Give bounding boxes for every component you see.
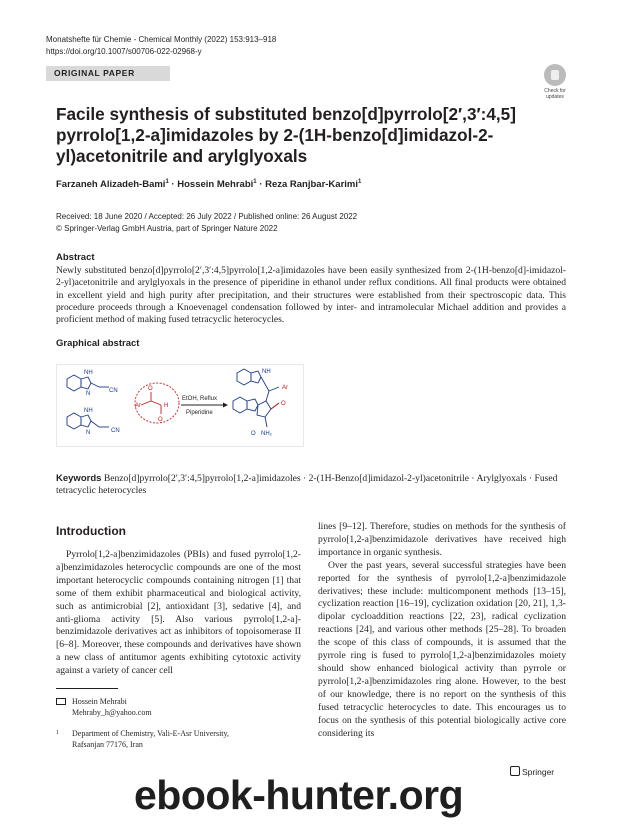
check-updates-icon <box>544 64 566 86</box>
nh-label: NH <box>84 408 93 414</box>
graphical-abstract-heading: Graphical abstract <box>56 338 140 349</box>
author-name[interactable]: Farzaneh Alizadeh-Bami <box>56 179 166 191</box>
corresponding-author-note <box>56 696 152 718</box>
body-column-left <box>56 549 301 678</box>
check-for-updates-button[interactable] <box>539 64 571 102</box>
history-dates: Received: 18 June 2020 / Accepted: 26 July 2022 / Published online: 26 August 2022 <box>56 212 358 221</box>
n-label: N <box>86 391 91 397</box>
article-type-badge: ORIGINAL PAPER <box>46 66 170 81</box>
nh-label: NH <box>262 369 271 375</box>
affiliation-line: Department of Chemistry, Vali-E-Asr University, <box>72 729 230 738</box>
author-separator: · <box>168 179 178 191</box>
cn-label: CN <box>111 428 120 434</box>
copyright-line: © Springer-Verlag GmbH Austria, part of Springer Nature 2022 <box>56 223 278 233</box>
nh2-label: NH₂ <box>261 431 272 437</box>
graphical-abstract-scheme <box>56 364 304 447</box>
running-header <box>46 34 276 58</box>
intro-paragraph: Over the past years, several successful strategies have been reported for the synthesis of pyrrolo[1,2-a]benzimidazole derivatives; these include: multicomponent methods [13–15], cyclization reaction [16–19], cyclization oxidation [20, 21], 1,3-dipolar cycloaddition reactions [22, 23], radical cyclization reactions [24], and various other methods [25–28]. To broaden the scope of this class of compounds, it is assumed that the pyrrole ring is fused to pyrrolo[1,2-a]benzimidazoles moiety should show enhanced biological activity than pyrrole or pyrrolo[1,2-a]benzimidazoles ring alone. However, to the best of our knowledge, there is no report on the synthesis of this fused tetracyclic heterocycles to date. This encourages us to focus on the synthesis of this potential biologically active core considering its <box>318 559 566 739</box>
author-affiliation-mark: 1 <box>165 179 169 185</box>
keywords-label: Keywords <box>56 473 102 484</box>
intro-paragraph: Pyrrolo[1,2-a]benzimidazoles (PBIs) and fused pyrrolo[1,2-a]benzimidazoles heterocyclic compounds are one of the most important heterocyclic compounds containing nitrogen [1] that some of them exhibit pharmaceutical and biological activity, such as antimicrobial [2], antioxidant [3], sedative [4], and anti-glioma activity [5]. Also various pyrrolo[1,2-a]-benzimidazole derivatives act as inhibitors of topoisomerase II [6–8]. Moreover, these compounds and derivatives have shown a new class of antitumor agents exhibiting cytotoxic activity against a variety of cancer cell <box>56 549 301 677</box>
o-label: O <box>148 386 153 392</box>
h-label: H <box>164 403 169 409</box>
article-title: Facile synthesis of substituted benzo[d]pyrrolo[2′,3′:4,5] pyrrolo[1,2-a]imidazoles by 2-(1H-benzo[d]imidazol-2-yl)acetonitrile and arylglyoxals <box>56 104 516 166</box>
nh-label: NH <box>84 370 93 376</box>
product-structure <box>233 369 279 427</box>
arylglyoxal-structure <box>141 392 161 414</box>
intro-paragraph: lines [9–12]. Therefore, studies on methods for the synthesis of pyrrolo[1,2-a]benzimidazole derivatives have received high importance in organic synthesis. <box>318 521 566 558</box>
author-affiliation-mark: 1 <box>358 179 362 185</box>
o-label: O <box>158 417 163 423</box>
o-label: O <box>281 401 286 407</box>
condition-solvent: EtOH, Reflux <box>182 396 218 402</box>
footnote-divider <box>56 688 118 689</box>
affiliation-number: 1 <box>56 730 59 736</box>
cn-label: CN <box>109 388 118 394</box>
contact-name: Hossein Mehrabi <box>72 697 127 706</box>
introduction-heading: Introduction <box>56 524 126 538</box>
springer-horse-icon <box>510 766 520 776</box>
publication-dates <box>56 211 357 234</box>
author-list <box>56 179 361 190</box>
watermark-text: ebook-hunter.org <box>134 772 464 818</box>
abstract-text: Newly substituted benzo[d]pyrrolo[2′,3′:4,5]pyrrolo[1,2-a]imidazoles have been easily synthesized from 2-(1H-benzo[d]-imidazol-2-yl)acetonitrile and arylglyoxals in the presence of piperidine in ethanol under reflux conditions. All final products were obtained in excellent yield and high purity after precipitation, and their structures were established from their spectroscopic data. This procedure proceeds through a Knoevenagel condensation followed by inter- and intramolecular Michael addition and provides a proficient method of making fused tetracyclic heterocycles. <box>56 265 566 326</box>
o-label: O <box>251 431 256 437</box>
product-acyl-bond <box>271 403 279 409</box>
check-updates-label: Check for updates <box>544 88 566 100</box>
abstract-heading: Abstract <box>56 252 95 263</box>
publisher-name: Springer <box>522 767 555 777</box>
body-column-right <box>318 521 566 740</box>
journal-citation: Monatshefte für Chemie - Chemical Monthly (2022) 153:913–918 <box>46 35 277 44</box>
ar-label: Ar <box>135 403 141 409</box>
benzimidazole-structure-top <box>67 375 109 391</box>
contact-email[interactable]: Mehraby_h@yahoo.com <box>72 708 152 717</box>
doi-link[interactable]: https://doi.org/10.1007/s00706-022-02968-y <box>46 47 202 56</box>
author-name[interactable]: Hossein Mehrabi <box>177 179 254 191</box>
keywords-list: Benzo[d]pyrrolo[2′,3′:4,5]pyrrolo[1,2-a]imidazoles · 2-(1H-Benzo[d]imidazol-2-yl)acetonitrile · Arylglyoxals · Fused tetracyclic heterocycles <box>56 473 558 497</box>
envelope-icon <box>56 698 66 705</box>
ar-label: Ar <box>282 385 288 391</box>
condition-base: Piperidine <box>186 410 213 416</box>
benzimidazole-structure-bottom <box>67 413 109 429</box>
affiliation-line: Rafsanjan 77176, Iran <box>72 740 143 749</box>
publisher-logo <box>510 766 554 777</box>
reaction-arrow-head <box>223 403 228 408</box>
author-affiliation-mark: 1 <box>253 179 257 185</box>
n-label: N <box>86 430 91 436</box>
keywords-block <box>56 473 566 498</box>
author-name[interactable]: Reza Ranjbar-Karimi <box>265 179 358 191</box>
affiliation-note <box>56 728 229 750</box>
author-separator: · <box>256 179 266 191</box>
